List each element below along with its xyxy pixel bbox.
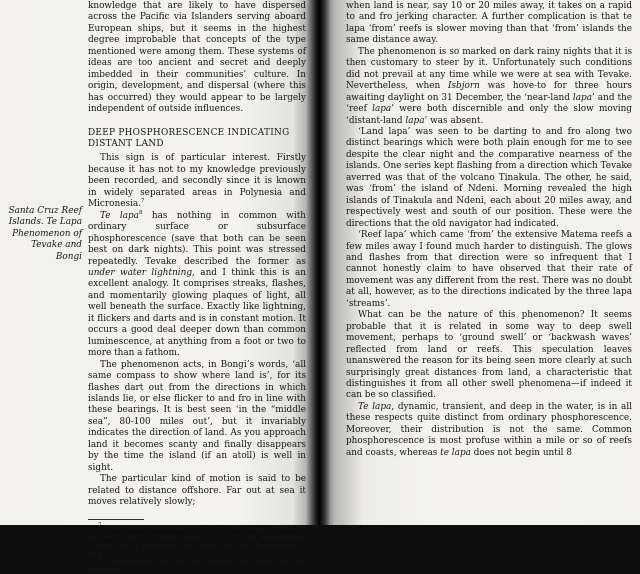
paragraph-text: ’ and the ‘reef xyxy=(346,92,632,115)
paragraph-text: The phenomenon is so marked on dark rainy nights that it is then customary to steer by it. Unfortunately such conditions did not prevail at any time while we were at sea with Tevake. Nevertheless, when xyxy=(346,46,632,92)
footnote xyxy=(88,524,306,557)
paragraph-text: does not begin until 8 xyxy=(470,447,572,458)
term: lapa xyxy=(572,92,593,103)
left-page xyxy=(0,0,318,574)
term: Te lapa xyxy=(100,210,139,221)
paragraph-text: This sign is of particular interest. Firstly because it has not to my knowledge previously been recorded, and secondly since it is known in widely separated areas in Polynesia and Micronesia. xyxy=(88,153,306,210)
ship-name: Isbjorn xyxy=(447,81,480,92)
paragraph xyxy=(88,211,306,360)
paragraph: when land is near, say 10 or 20 miles away, it takes on a rapid to and fro jerking character. A further complication is that te lapa ‘from’ reefs is slower moving than that ‘from’ islands the same distance away. xyxy=(346,1,632,46)
footnote-ref: 7 xyxy=(140,198,145,205)
term: te lapa xyxy=(440,447,471,458)
paragraph: What can be the nature of this phenomenon? It seems probable that it is related in some way to deep swell movement, perhaps to ‘ground swell’ or ‘backwash waves’ reflected from land or reefs. This speculation leaves unanswered the reason for its being seen more clearly at such surprisingly great distances from land, a characteristic that distinguishes it from all other swell phenomena—if indeed it can be so classified. xyxy=(346,310,632,401)
paragraph xyxy=(88,153,306,210)
paragraph: ‘Reef lapa’ which came ‘from’ the extensive Matema reefs a few miles away I found much harder to distinguish. The glows and flashes from that direction were so infrequent that I cannot honestly claim to have observed that their rate of movement was any different from the rest. There was no doubt at all, however, as to the directions indicated by the three lapa ‘streams’. xyxy=(346,230,632,309)
paragraph-text: ’ were both discernible and only the slow moving ‘distant-land xyxy=(346,104,632,126)
paragraph xyxy=(346,402,632,459)
paragraph-text: ’ was absent. xyxy=(424,115,484,126)
emphasis: under water lightning, xyxy=(88,267,195,278)
paragraph xyxy=(346,47,632,127)
paragraph: The phenomenon acts, in Bongi’s words, ‘all same compass to show where land is’, for its flashes dart out from the directions in which islands lie, or else flicker to and fro in line with these bearings. It is best seen ‘in the “middle sea”, 80-100 miles out’, but it invariably indicates the direction of land. As you approach land it becomes scanty and finally disappears by the time the island (if an atoll) is well in sight. xyxy=(88,359,306,473)
margin-note: Santa Cruz Reef Islands. Te Lapa Phenomenon of Tevake and Bongi xyxy=(8,206,82,262)
footnote-rule xyxy=(88,519,144,520)
section-heading: DEEP PHOSPHORESCENCE INDICATING DISTANT LAND xyxy=(88,127,290,149)
footnote-text: I have used the familiar term ‘phosphorescence’ in lieu of the more exact ‘luminescence’ to avoid any unwarranted assumption of precision. The nature of this phenomenon is uncertain. xyxy=(88,524,306,558)
footnote-number: 8 xyxy=(98,556,102,562)
right-page-text xyxy=(346,1,632,459)
term: lapa xyxy=(405,115,425,126)
term: lapa xyxy=(372,104,392,115)
footnote-text: Demonstrated at sea by Tevake and Bongi on two occasions. xyxy=(88,557,306,574)
footnote-number: 7 xyxy=(98,523,102,530)
right-page xyxy=(318,0,640,525)
paragraph-text: , dynamic, transient, and deep in the water, is in all these respects quite distinct from ordinary phosphorescence. Moreover, their distribution is not the same. Common phosphorescence is most profuse within a mile or so of reefs and coasts, whereas xyxy=(346,401,633,458)
book-gutter-shadow xyxy=(306,0,330,525)
paragraph: ‘Land lapa’ was seen to be darting to and fro along two distinct bearings which were both plain enough for me to see despite the clear night and the comparative nearness of the islands. One series kept flashing from a direction which Tevake averred was that of the volcano Tinakula. The other, he said, was ‘from’ the island of Ndeni. Morning revealed the high islands of Tinakula and Ndeni, each about 20 miles away, and respectively west and south of our position. These were the directions that the old navigator had indicated. xyxy=(346,126,632,229)
left-page-text xyxy=(88,1,306,574)
paragraph-text: was hove-to for three hours awaiting daylight on 31 December, the ‘near-land xyxy=(346,81,632,103)
paragraph-text: and I think this is an excellent analogy. It comprises streaks, flashes, and momentarily glowing plaques of light, all well beneath the surface. Exactly like lightning, it flickers and darts and is in constant motion. It occurs a good deal deeper down than common luminescence, at anything from a foot or two to more than a fathom. xyxy=(88,267,306,359)
paragraph: The particular kind of motion is said to be related to distance offshore. Far out at sea it moves relatively slowly; xyxy=(88,474,306,508)
footnote xyxy=(88,557,306,573)
footnote-ref: 8 xyxy=(138,209,143,216)
opening-paragraph: knowledge that are likely to have dispersed across the Pacific via Islanders serving aboard European ships, but it seems in the highest degree improbable that concepts of the type mentioned were among them. These systems of ideas are too ancient and secret and deeply imbedded in their communities’ culture. In origin, development, and dispersal (where this has occurred) they would appear to be largely independent of outside influences. xyxy=(88,1,306,115)
paragraph-text: has nothing in common with ordinary surface or subsurface phosphorescence (save that both can be seen best on dark nights). This point was stressed repeatedly. Tevake described the former as xyxy=(88,210,306,267)
term: Te lapa xyxy=(358,401,392,412)
